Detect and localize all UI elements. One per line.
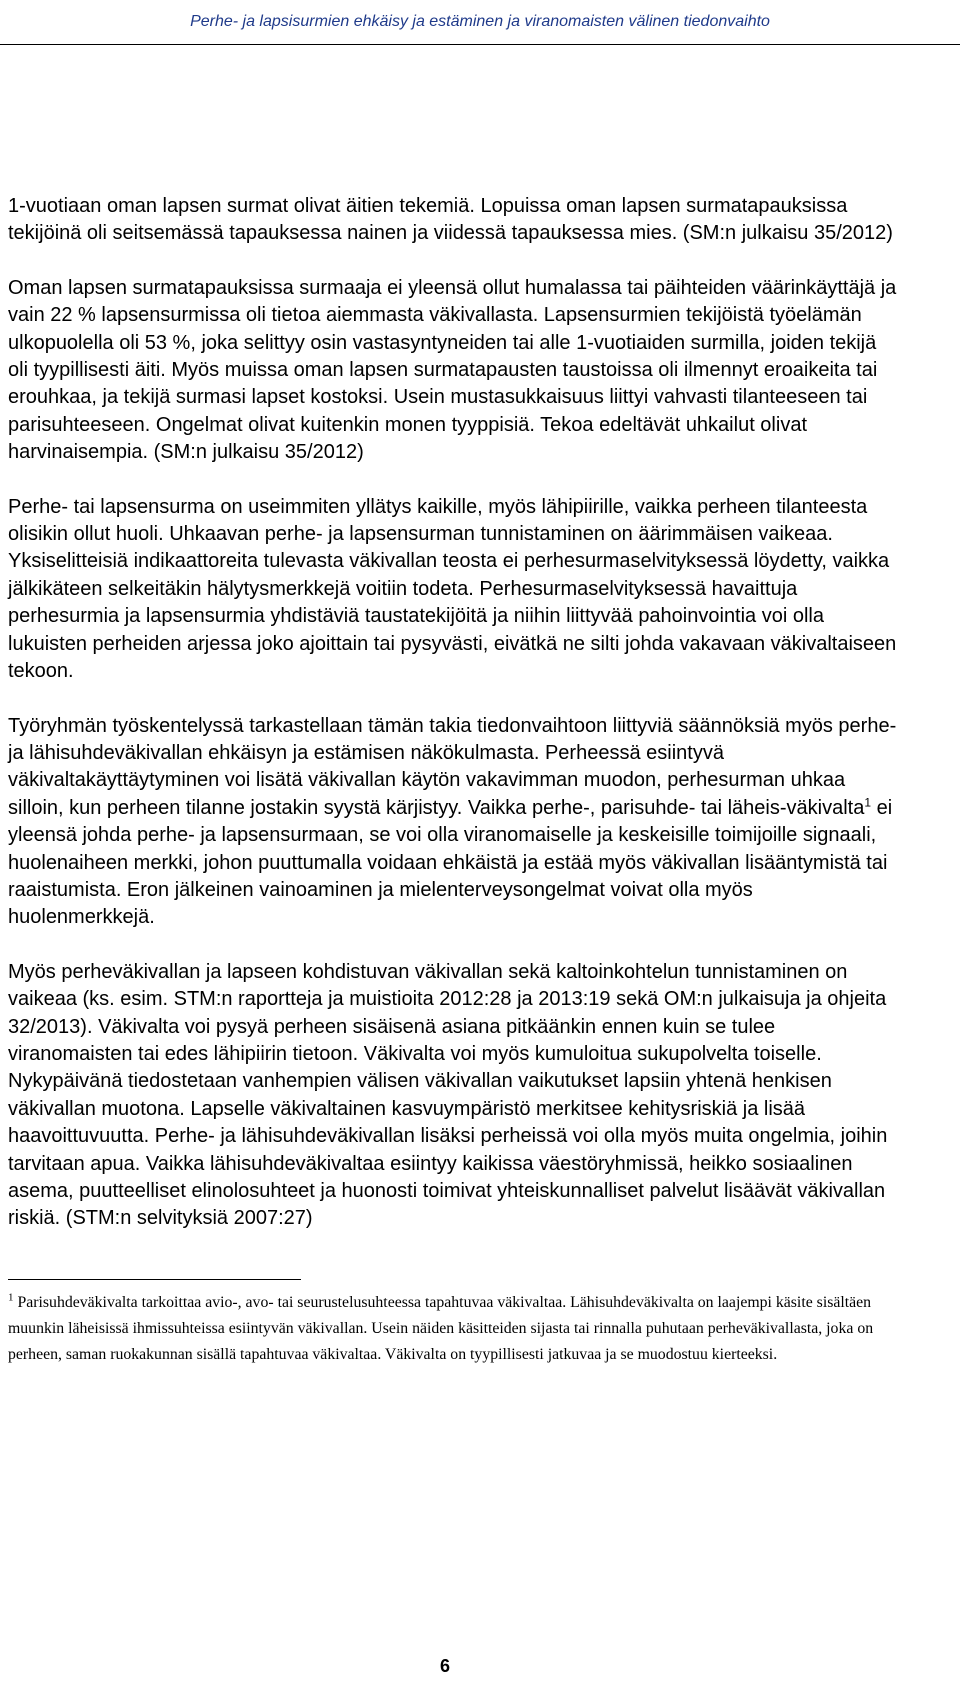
- footnote-reference[interactable]: 1: [864, 795, 872, 810]
- paragraph: Perhe- tai lapsensurma on useimmiten yllätys kaikille, myös lähipiirille, vaikka perheen tilanteesta olisikin ollut huoli. Uhkaavan perhe- ja lapsensurman tunnistaminen on äärimmäisen vaikeaa. Yksiselitteisiä indikaattoreita tulevasta väkivallan teosta ei perhesurmaselvityksessä löydetty, vaikka jälkikäteen selkeitäkin hälytysmerkkejä voitiin todeta. Perhesurmaselvityksessä havaittuja perhesurmia ja lapsensurmia yhdistäviä taustatekijöitä ja niihin liittyvää pahoinvointia voi olla lukuisten perheiden arjessa joko ajoittain tai pysyvästi, eivätkä ne silti johda vakavaan väkivaltaiseen tekoon.: [8, 495, 897, 683]
- paragraph: Oman lapsen surmatapauksissa surmaaja ei yleensä ollut humalassa tai päihteiden väärinkäyttäjä ja vain 22 % lapsensurmissa oli tietoa aiemmasta väkivallasta. Lapsensurmien tekijöistä työelämän ulkopuolella oli 53 %, joka selittyy osin vastasyntyneiden tai alle 1-vuotiaiden surmilla, joiden tekijä oli tyypillisesti äiti. Myös muissa oman lapsen surmatapausten taustoissa oli ilmennyt eroaikeita tai erouhkaa, ja tekijä surmasi lapset kostoksi. Usein mustasukkaisuus liittyi vahvasti tilanteeseen tai parisuhteeseen. Ongelmat olivat kuitenkin monen tyyppisiä. Tekoa edeltävät uhkailut olivat harvinaisempia. (SM:n julkaisu 35/2012): [8, 276, 897, 464]
- paragraph-text-before: Työryhmän työskentelyssä tarkastellaan tämän takia tiedonvaihtoon liittyviä säännöksiä myös perhe- ja lähisuhdeväkivallan ehkäisyn ja estämisen näkökulmasta. Perheessä esiintyvä väkivaltakäyttäytyminen voi lisätä väkivallan käytön vakavimman muodon, perhesurman uhkaa silloin, kun perheen tilanne jostakin syystä kärjistyy. Vaikka perhe-, parisuhde- tai läheis-väkivalta: [8, 714, 897, 819]
- paragraph: 1-vuotiaan oman lapsen surmat olivat äitien tekemiä. Lopuissa oman lapsen surmatapauksissa tekijöinä oli seitsemässä tapauksessa nainen ja viidessä tapauksessa mies. (SM:n julkaisu 35/2012): [8, 195, 893, 245]
- footnote-separator: [8, 1279, 301, 1280]
- paragraph-text-after: ei yleensä johda perhe- ja lapsensurmaan, se voi olla viranomaiselle ja keskeisille toimijoille signaali, huolenaiheen merkki, johon puuttumalla voidaan ehkäistä ja estää myös väkivallan lisääntymistä tai raaistumista. Eron jälkeinen vainoaminen ja mielenterveysongelmat voivat olla myös huolenmerkkejä.: [8, 796, 893, 929]
- running-header: [0, 0, 960, 45]
- main-text: [8, 193, 900, 1260]
- page-number: 6: [439, 1656, 450, 1676]
- paragraph-with-footnote: [8, 713, 900, 932]
- footnote: [8, 1290, 908, 1368]
- footnote-marker: 1: [8, 1291, 14, 1304]
- footnote-text: Parisuhdeväkivalta tarkoittaa avio-, avo- tai seurustelusuhteessa tapahtuvaa väkivaltaa. Lähisuhdeväkivalta on laajempi käsite sisältäen muunkin läheisissä ihmissuhteissa esiintyvän väkivallan. Usein näiden käsitteiden sijasta tai rinnalla puhutaan perheväkivallasta, joka on perheen, saman ruokakunnan sisällä tapahtuvaa väkivaltaa. Väkivalta on tyypillisesti jatkuvaa ja se muodostuu kierteeksi.: [8, 1294, 874, 1363]
- document-title: Perhe- ja lapsisurmien ehkäisy ja estäminen ja viranomaisten välinen tiedonvaihto: [190, 13, 770, 30]
- paragraph: Myös perheväkivallan ja lapseen kohdistuvan väkivallan sekä kaltoinkohtelun tunnistaminen on vaikeaa (ks. esim. STM:n raportteja ja muistioita 2012:28 ja 2013:19 sekä OM:n julkaisuja ja ohjeita 32/2013). Väkivalta voi pysyä perheen sisäisenä asiana pitkäänkin ennen kuin se tulee viranomaisten tai edes lähipiirin tietoon. Väkivalta voi myös kumuloitua sukupolvelta toiselle. Nykypäivänä tiedostetaan vanhempien välisen väkivallan vaikutukset lapsiin yhtenä henkisen väkivallan muotona. Lapselle väkivaltainen kasvuympäristö merkitsee kehitysriskiä ja lisää haavoittuvuutta. Perhe- ja lähisuhdeväkivallan lisäksi perheissä voi olla myös muita ongelmia, joihin tarvitaan apua. Vaikka lähisuhdeväkivaltaa esiintyy kaikissa väestöryhmissä, heikko sosiaalinen asema, puutteelliset elinolosuhteet ja huonosti toimivat yhteiskunnalliset palvelut lisäävät väkivallan riskiä. (STM:n selvityksiä 2007:27): [8, 960, 888, 1230]
